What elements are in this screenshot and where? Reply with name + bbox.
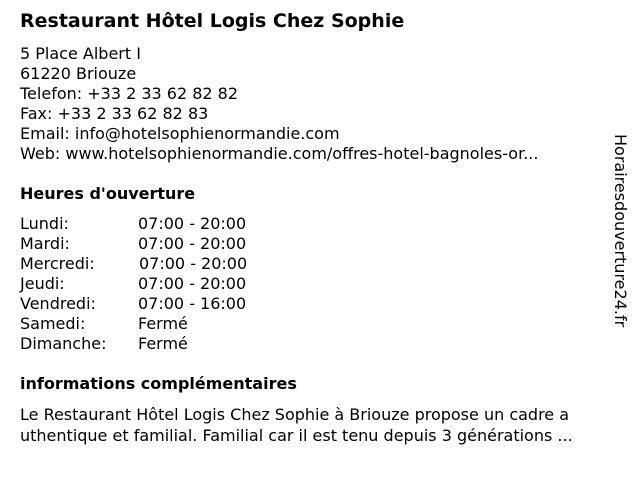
site-watermark: Horairesdouverture24.fr — [611, 134, 630, 328]
hours-row-saturday — [20, 314, 247, 334]
description-line: uthentique et familial. Familial car il est tenu depuis 3 générations ... — [20, 426, 573, 445]
address-street: 5 Place Albert I — [20, 44, 141, 63]
website-link[interactable]: Web: www.hotelsophienormandie.com/offres-hotel-bagnoles-or... — [20, 144, 539, 163]
fax-number: Fax: +33 2 33 62 82 83 — [20, 104, 209, 123]
hours-day: Mercredi: — [20, 254, 95, 273]
hours-day: Dimanche: — [20, 334, 107, 353]
description-line: Le Restaurant Hôtel Logis Chez Sophie à Briouze propose un cadre a — [20, 405, 570, 424]
hours-row-wednesday — [20, 254, 247, 274]
phone-number[interactable]: Telefon: +33 2 33 62 82 82 — [20, 84, 239, 103]
hours-day: Mardi: — [20, 234, 70, 253]
page-title: Restaurant Hôtel Logis Chez Sophie — [20, 10, 405, 32]
contact-block — [20, 44, 538, 164]
hours-time: 07:00 - 20:00 — [138, 274, 247, 293]
hours-day: Vendredi: — [20, 294, 96, 313]
hours-row-monday — [20, 214, 247, 234]
opening-hours-heading: Heures d'ouverture — [20, 184, 196, 203]
hours-day: Samedi: — [20, 314, 86, 333]
hours-time: 07:00 - 20:00 — [138, 214, 247, 233]
hours-time: 07:00 - 16:00 — [138, 294, 247, 313]
email-address[interactable]: Email: info@hotelsophienormandie.com — [20, 124, 340, 143]
hours-row-tuesday — [20, 234, 247, 254]
hours-time: 07:00 - 20:00 — [138, 234, 247, 253]
additional-info-text — [20, 404, 620, 446]
hours-row-friday — [20, 294, 247, 314]
hours-row-sunday — [20, 334, 247, 354]
additional-info-heading: informations complémentaires — [20, 374, 297, 393]
opening-hours-table — [20, 214, 247, 354]
address-city: 61220 Briouze — [20, 64, 137, 83]
hours-time: 07:00 - 20:00 — [139, 254, 248, 273]
hours-time: Fermé — [138, 334, 188, 353]
hours-day: Lundi: — [20, 214, 69, 233]
hours-row-thursday — [20, 274, 247, 294]
hours-day: Jeudi: — [20, 274, 65, 293]
hours-time: Fermé — [138, 314, 188, 333]
